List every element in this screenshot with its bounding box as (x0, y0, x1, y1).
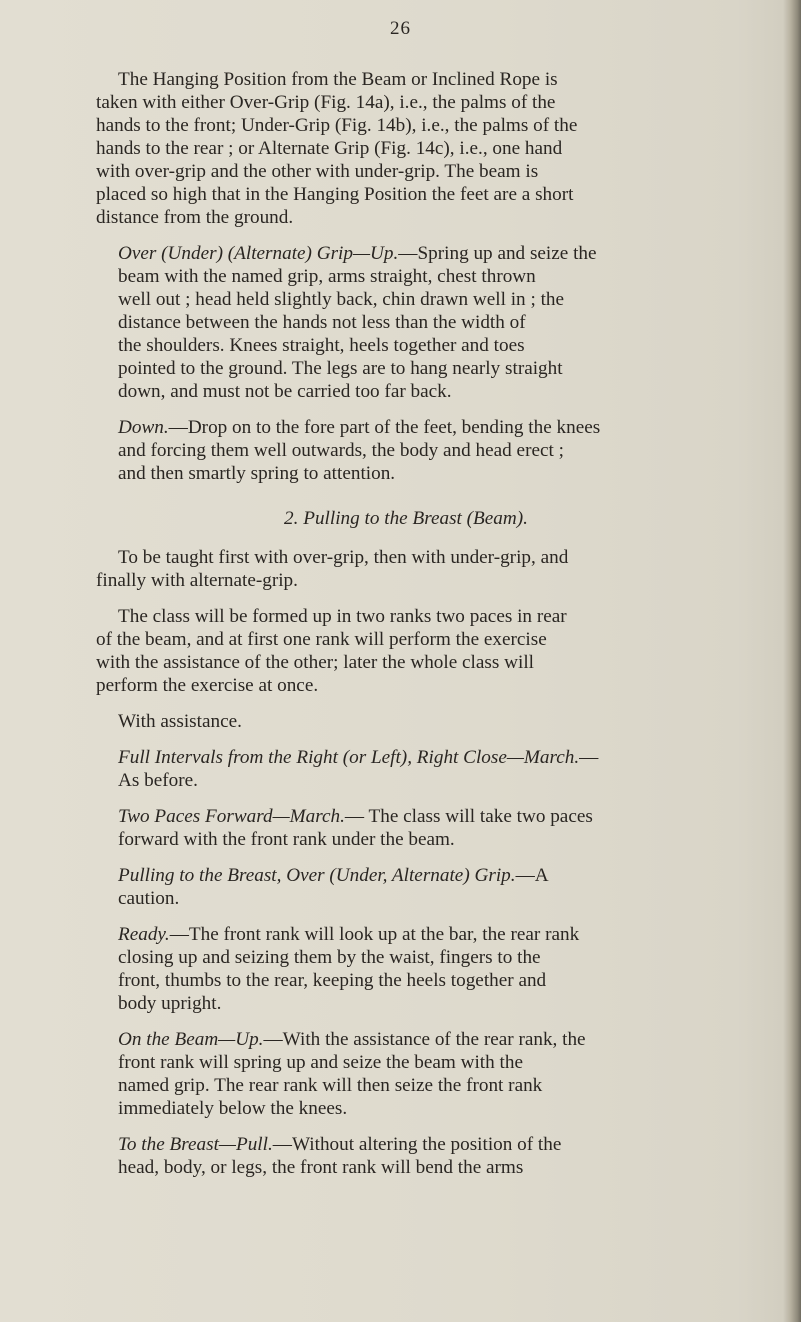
text-line: finally with alternate-grip. (96, 570, 298, 591)
text-line: front rank will spring up and seize the beam with the (118, 1052, 523, 1073)
text-line (96, 416, 716, 439)
paragraph-over-grip-up (96, 242, 716, 403)
command-heading: Down. (118, 417, 169, 438)
paragraph-down (96, 416, 716, 485)
text-line: With assistance. (118, 711, 242, 732)
text-line (96, 746, 716, 769)
text-line: beam with the named grip, arms straight, chest thrown (118, 266, 536, 287)
text-line: and then smartly spring to attention. (118, 463, 396, 484)
text-run: —Drop on to the fore part of the feet, bending the knees (168, 417, 601, 438)
text-line (96, 242, 716, 265)
text-line: named grip. The rear rank will then seize the front rank (118, 1075, 543, 1096)
text-line: down, and must not be carried too far back. (118, 381, 452, 402)
text-line (96, 805, 716, 828)
paragraph-taught (96, 546, 716, 592)
text-run: —With the assistance of the rear rank, the (263, 1029, 586, 1050)
text-line: closing up and seizing them by the waist, fingers to the (118, 947, 541, 968)
command-heading: Ready. (118, 924, 170, 945)
text-line: To be taught first with over-grip, then with under-grip, and (118, 547, 569, 568)
text-run: —Spring up and seize the (398, 243, 597, 264)
text-line (96, 923, 716, 946)
paragraph-class (96, 605, 716, 697)
text-line: distance between the hands not less than the width of (118, 312, 526, 333)
paragraph-ready (96, 923, 716, 1015)
text-run: —A (515, 865, 549, 886)
text-line: As before. (118, 770, 198, 791)
text-run: — (579, 747, 599, 768)
text-line (96, 1028, 716, 1051)
text-run: — The class will take two paces (344, 806, 593, 827)
text-line: well out ; head held slightly back, chin drawn well in ; the (118, 289, 565, 310)
command-heading: Two Paces Forward—March. (118, 806, 345, 827)
paragraph-intro (96, 68, 716, 229)
paragraph-with-assistance (96, 710, 716, 733)
page-edge-shadow (783, 0, 801, 1322)
text-line: and forcing them well outwards, the body and head erect ; (118, 440, 564, 461)
text-line (96, 1133, 716, 1156)
text-line: forward with the front rank under the beam. (118, 829, 455, 850)
text-line: front, thumbs to the rear, keeping the heels together and (118, 970, 547, 991)
command-heading: On the Beam—Up. (118, 1029, 264, 1050)
paragraph-full-intervals (96, 746, 716, 792)
section-title (96, 507, 716, 530)
text-line: placed so high that in the Hanging Position the feet are a short (96, 184, 574, 205)
paragraph-to-the-breast (96, 1133, 716, 1179)
text-line: distance from the ground. (96, 207, 294, 228)
paragraph-two-paces (96, 805, 716, 851)
text-line: taken with either Over-Grip (Fig. 14a), i.e., the palms of the (96, 92, 556, 113)
paragraph-on-the-beam (96, 1028, 716, 1120)
text-line: with the assistance of the other; later the whole class will (96, 652, 534, 673)
text-line: caution. (118, 888, 180, 909)
text-line: with over-grip and the other with under-grip. The beam is (96, 161, 539, 182)
page-number: 26 (390, 18, 411, 39)
command-heading: Full Intervals from the Right (or Left), Right Close—March. (118, 747, 580, 768)
text-run: —Without altering the position of the (272, 1134, 562, 1155)
text-line: immediately below the knees. (118, 1098, 348, 1119)
text-line: perform the exercise at once. (96, 675, 319, 696)
command-heading: Over (Under) (Alternate) Grip—Up. (118, 243, 399, 264)
text-line: pointed to the ground. The legs are to hang nearly straight (118, 358, 563, 379)
text-line: The Hanging Position from the Beam or Inclined Rope is (118, 69, 558, 90)
text-line (96, 864, 716, 887)
text-line: of the beam, and at first one rank will perform the exercise (96, 629, 547, 650)
command-heading: To the Breast—Pull. (118, 1134, 273, 1155)
page-body (96, 68, 716, 1192)
text-line: The class will be formed up in two ranks two paces in rear (118, 606, 567, 627)
paragraph-pulling (96, 864, 716, 910)
text-line: hands to the front; Under-Grip (Fig. 14b), i.e., the palms of the (96, 115, 578, 136)
command-heading: Pulling to the Breast, Over (Under, Alternate) Grip. (118, 865, 516, 886)
text-line: hands to the rear ; or Alternate Grip (Fig. 14c), i.e., one hand (96, 138, 563, 159)
text-line: body upright. (118, 993, 222, 1014)
section-title-text: 2. Pulling to the Breast (Beam). (284, 508, 528, 529)
text-line: head, body, or legs, the front rank will bend the arms (118, 1157, 524, 1178)
text-run: —The front rank will look up at the bar, the rear rank (169, 924, 580, 945)
text-line: the shoulders. Knees straight, heels together and toes (118, 335, 525, 356)
